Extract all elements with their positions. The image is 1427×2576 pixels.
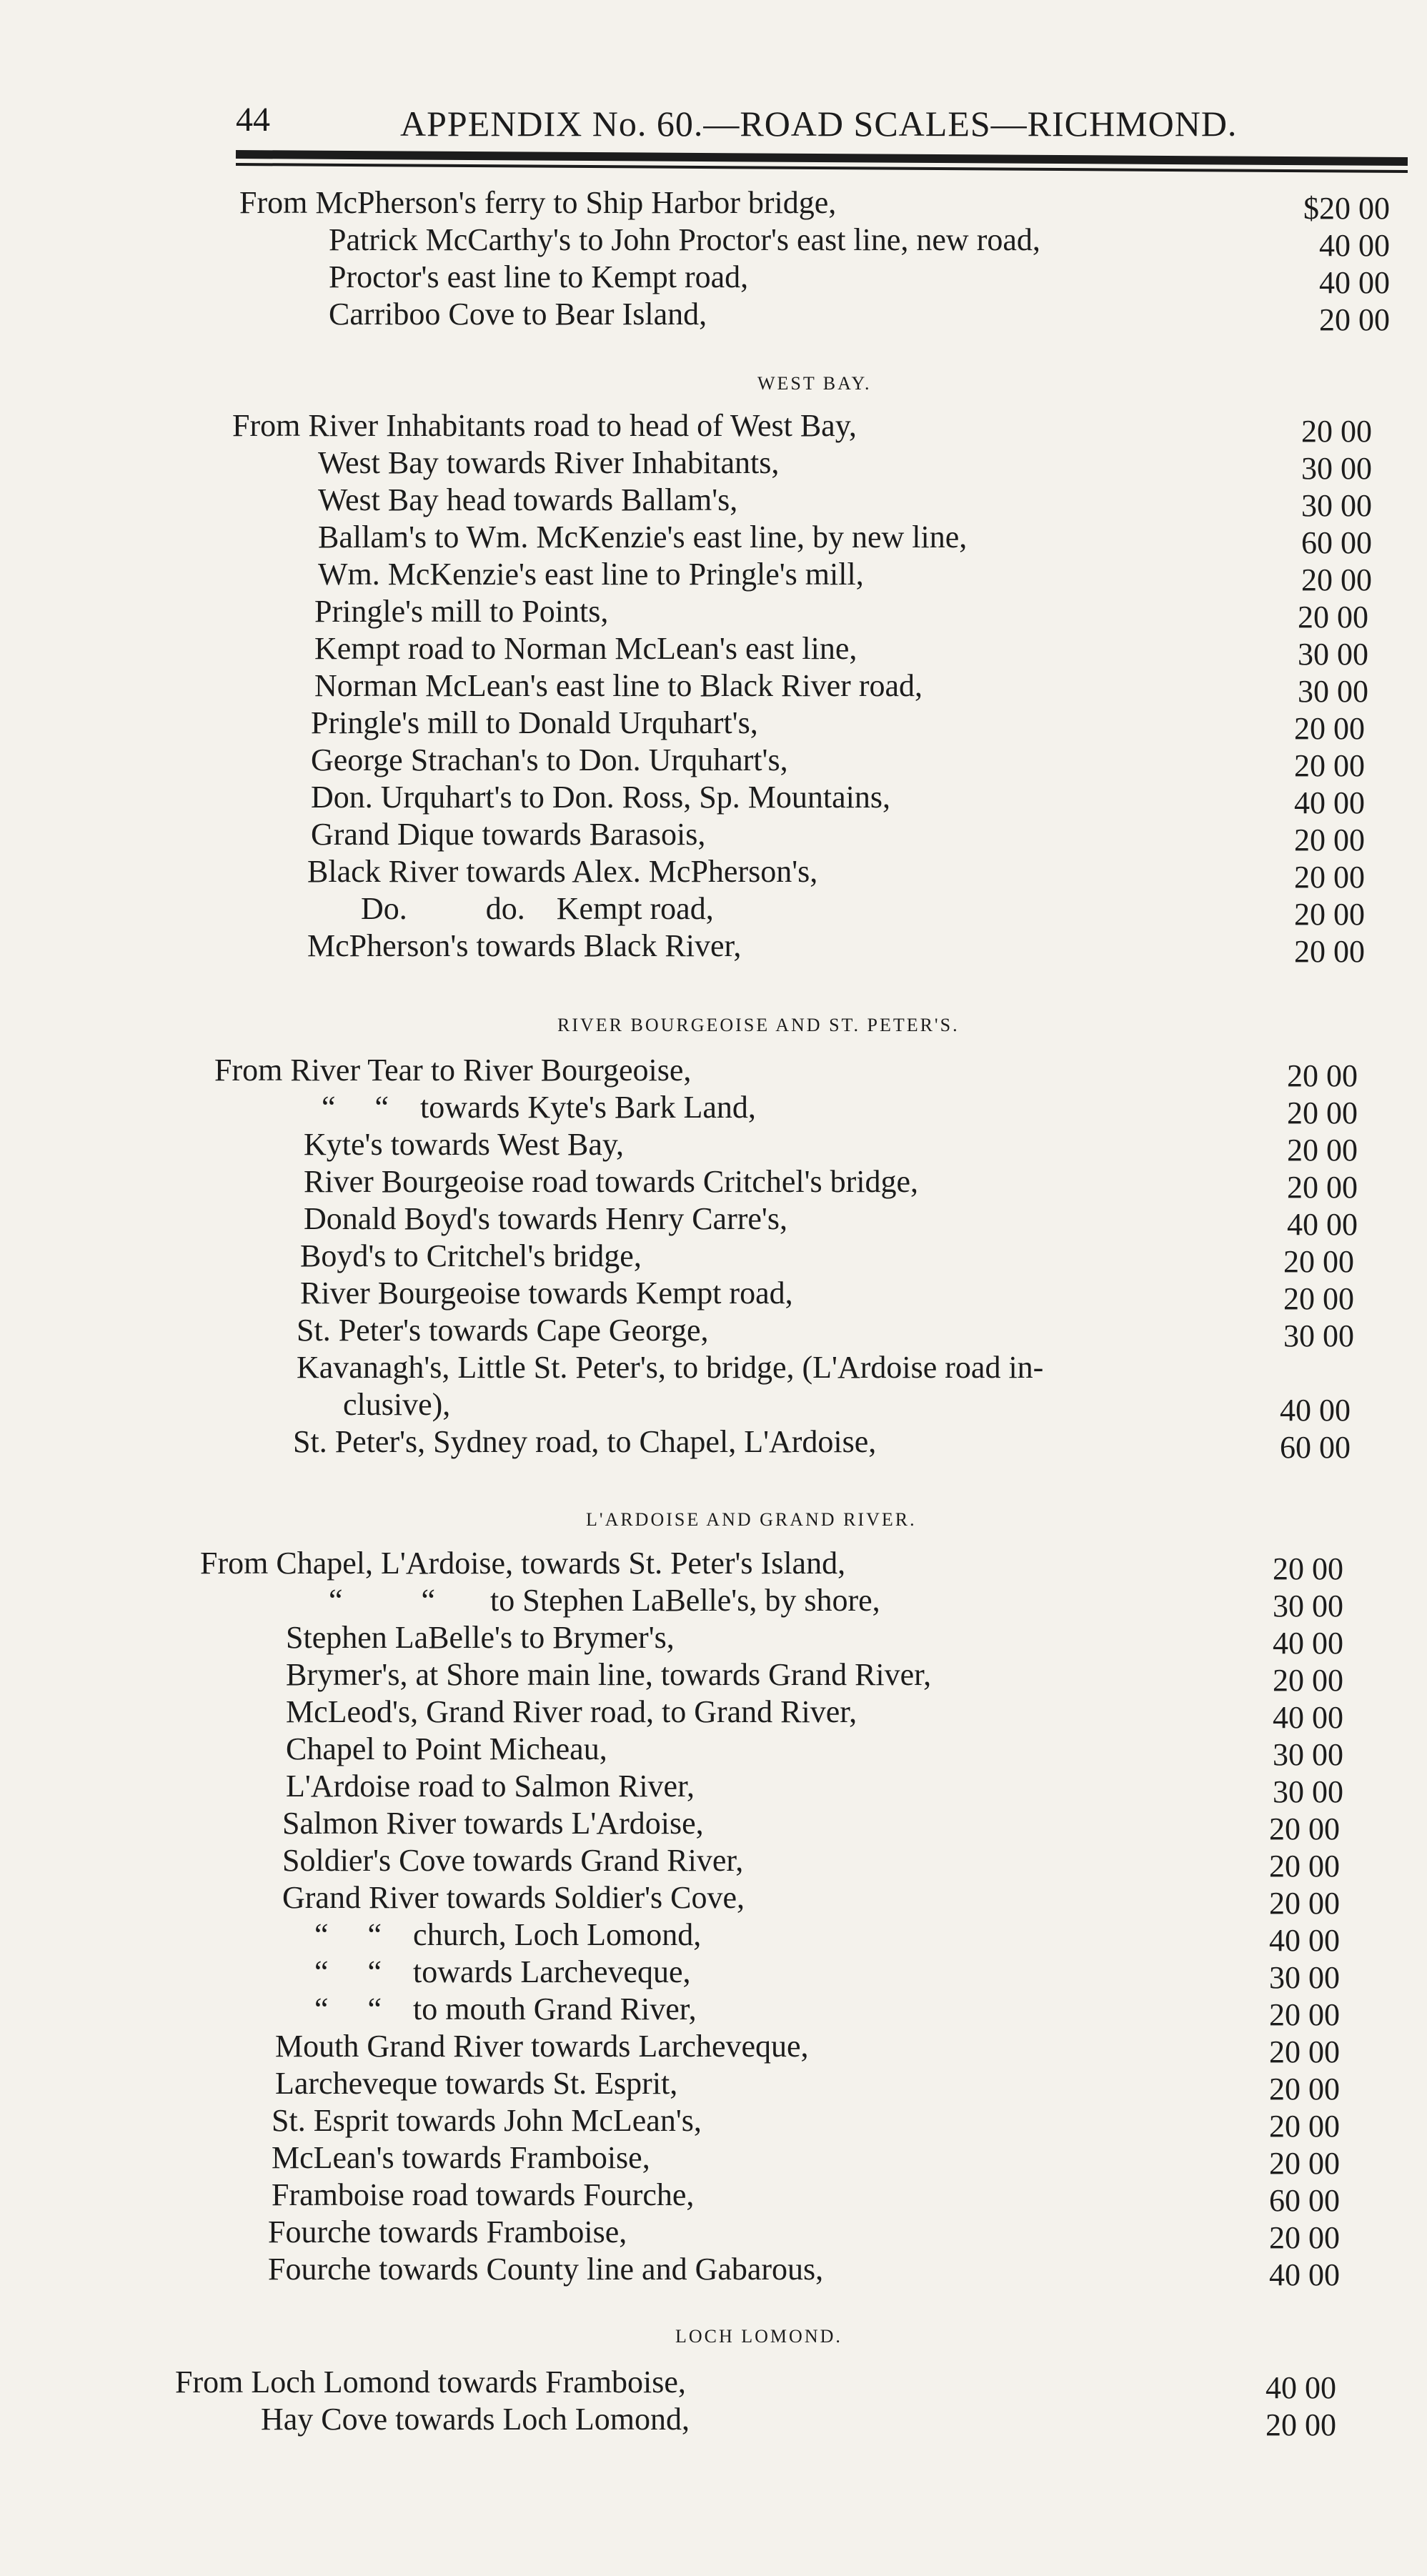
running-head: APPENDIX No. 60.—ROAD SCALES—RICHMOND. [400,104,1238,144]
entry-amount: 30 00 [1273,1774,1343,1809]
entry-amount: 20 00 [1319,302,1390,337]
entry-description: George Strachan's to Don. Urquhart's, [311,742,788,777]
entry-amount: 30 00 [1301,451,1372,486]
entry-description: Boyd's to Critchel's bridge, [300,1238,642,1273]
entry-amount: 20 00 [1269,2072,1340,2107]
entry-description: From Chapel, L'Ardoise, towards St. Peter's Island, [200,1546,846,1581]
entry-description: L'Ardoise road to Salmon River, [286,1769,695,1804]
entry-description: From River Tear to River Bourgeoise, [214,1053,692,1088]
entry-amount: 20 00 [1298,600,1368,635]
entry-description: “ “ towards Larcheveque, [314,1954,691,1989]
entry-description: Proctor's east line to Kempt road, [329,259,749,294]
entry-amount: 20 00 [1266,2407,1336,2442]
entry-amount: 20 00 [1269,1997,1340,2032]
entry-description: From River Inhabitants road to head of West Bay, [232,408,857,443]
entry-description: Kavanagh's, Little St. Peter's, to bridge, (L'Ardoise road in- [297,1350,1044,1385]
entry-amount: 20 00 [1273,1551,1343,1586]
entry-description: River Bourgeoise road towards Critchel's bridge, [304,1164,919,1199]
entry-amount: 60 00 [1269,2183,1340,2218]
entry-description: Mouth Grand River towards Larcheveque, [275,2029,809,2064]
entry-amount: 20 00 [1273,1663,1343,1698]
entry-description: Black River towards Alex. McPherson's, [307,854,818,889]
entry-amount: 20 00 [1287,1170,1358,1205]
entry-description: clusive), [343,1387,451,1422]
entry-amount: 20 00 [1269,1849,1340,1884]
entry-amount: 20 00 [1301,562,1372,597]
section-heading: LOCH LOMOND. [675,2326,842,2347]
entry-description: West Bay towards River Inhabitants, [318,445,780,480]
entry-description: “ “ to mouth Grand River, [314,1991,697,2027]
entry-description: “ “ to Stephen LaBelle's, by shore, [329,1583,880,1618]
entry-amount: 40 00 [1269,1923,1340,1958]
entry-amount: 40 00 [1294,785,1365,820]
entry-amount: 30 00 [1269,1960,1340,1995]
entry-amount: 40 00 [1287,1207,1358,1242]
entry-amount: 40 00 [1319,228,1390,263]
entry-description: Brymer's, at Shore main line, towards Grand River, [286,1657,932,1692]
entry-description: Patrick McCarthy's to John Proctor's east line, new road, [329,222,1040,257]
entry-amount: 30 00 [1273,1737,1343,1772]
entry-description: “ “ towards Kyte's Bark Land, [322,1090,756,1125]
entry-amount: 40 00 [1273,1626,1343,1661]
page-number: 44 [236,101,270,139]
entry-amount: 20 00 [1287,1058,1358,1093]
entry-description: Norman McLean's east line to Black River road, [314,668,923,703]
entry-description: Grand Dique towards Barasois, [311,817,706,852]
entry-amount: 20 00 [1294,934,1365,969]
entry-amount: 40 00 [1280,1393,1351,1428]
entry-amount: 20 00 [1269,1886,1340,1921]
entry-description: Hay Cove towards Loch Lomond, [261,2402,690,2437]
entry-amount: 20 00 [1287,1133,1358,1168]
entry-amount: 20 00 [1269,2109,1340,2144]
entry-description: Donald Boyd's towards Henry Carre's, [304,1201,787,1236]
entry-description: From McPherson's ferry to Ship Harbor bridge, [239,185,837,220]
entry-amount: 20 00 [1294,711,1365,746]
entry-amount: 20 00 [1301,414,1372,449]
entry-description: Framboise road towards Fourche, [272,2177,695,2212]
entry-amount: 40 00 [1319,265,1390,300]
entry-amount: 30 00 [1283,1318,1354,1353]
entry-description: St. Peter's towards Cape George, [297,1313,709,1348]
entry-amount: 20 00 [1294,822,1365,857]
entry-description: St. Peter's, Sydney road, to Chapel, L'Ardoise, [293,1424,877,1459]
entry-description: Do. do. Kempt road, [361,891,714,926]
entry-amount: 30 00 [1273,1588,1343,1623]
entry-description: From Loch Lomond towards Framboise, [175,2364,686,2400]
entry-amount: 40 00 [1269,2257,1340,2292]
entry-description: Ballam's to Wm. McKenzie's east line, by new line, [318,519,968,555]
entry-amount: 60 00 [1301,525,1372,560]
entry-description: Salmon River towards L'Ardoise, [282,1806,704,1841]
entry-amount: 20 00 [1287,1095,1358,1130]
entry-description: Stephen LaBelle's to Brymer's, [286,1620,675,1655]
entry-amount: 60 00 [1280,1430,1351,1465]
entry-description: St. Esprit towards John McLean's, [272,2103,702,2138]
entry-description: Soldier's Cove towards Grand River, [282,1843,744,1878]
entry-amount: 20 00 [1294,897,1365,932]
entry-description: Larcheveque towards St. Esprit, [275,2066,678,2101]
page-header [236,93,1408,150]
entry-description: Chapel to Point Micheau, [286,1731,607,1766]
entry-amount: 20 00 [1294,748,1365,783]
entry-amount: 30 00 [1298,674,1368,709]
entry-description: Fourche towards County line and Gabarous, [268,2252,824,2287]
entry-description: “ “ church, Loch Lomond, [314,1917,702,1952]
entry-amount: 20 00 [1269,2220,1340,2255]
entry-amount: 20 00 [1283,1244,1354,1279]
section-heading: RIVER BOURGEOISE AND ST. PETER'S. [557,1015,960,1035]
entry-amount: 30 00 [1301,488,1372,523]
entry-amount: 20 00 [1294,860,1365,895]
entry-description: Kyte's towards West Bay, [304,1127,624,1162]
entry-amount: 40 00 [1266,2370,1336,2405]
entry-amount: 20 00 [1283,1281,1354,1316]
entry-description: Pringle's mill to Donald Urquhart's, [311,705,758,740]
entry-amount: 40 00 [1273,1700,1343,1735]
entry-amount: 20 00 [1269,1811,1340,1846]
entry-description: Fourche towards Framboise, [268,2214,627,2249]
entry-amount: 20 00 [1269,2146,1340,2181]
entry-amount: 20 00 [1269,2034,1340,2069]
entry-description: Pringle's mill to Points, [314,594,609,629]
entry-description: Kempt road to Norman McLean's east line, [314,631,857,666]
section-heading: WEST BAY. [757,373,872,394]
section-heading: L'ARDOISE AND GRAND RIVER. [586,1509,917,1530]
entry-description: River Bourgeoise towards Kempt road, [300,1275,793,1311]
entry-amount: $20 00 [1303,191,1390,226]
entry-description: Don. Urquhart's to Don. Ross, Sp. Mountains, [311,780,890,815]
entry-description: Wm. McKenzie's east line to Pringle's mill, [318,557,864,592]
entry-description: McLean's towards Framboise, [272,2140,650,2175]
entry-description: McLeod's, Grand River road, to Grand River, [286,1694,857,1729]
entry-amount: 30 00 [1298,637,1368,672]
entry-description: Carriboo Cove to Bear Island, [329,297,707,332]
entry-description: Grand River towards Soldier's Cove, [282,1880,745,1915]
entry-description: McPherson's towards Black River, [307,928,742,963]
entry-description: West Bay head towards Ballam's, [318,482,738,517]
